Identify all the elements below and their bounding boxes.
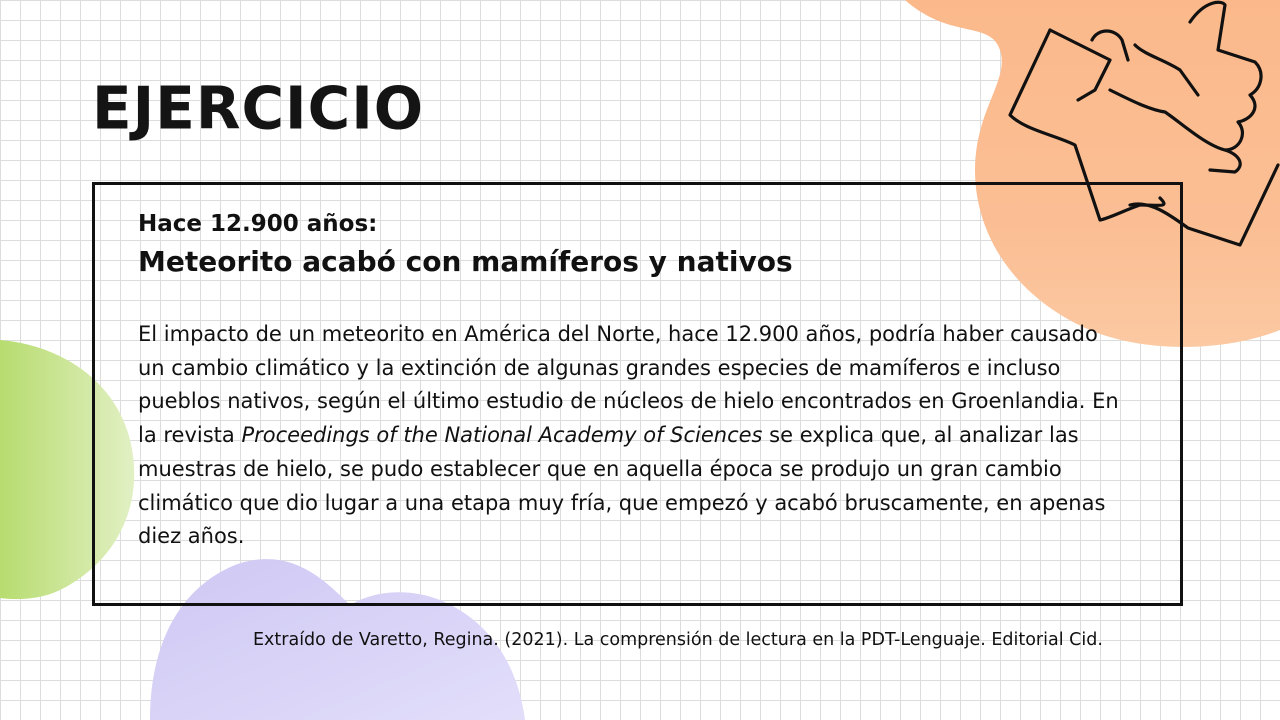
slide-title: EJERCICIO — [92, 73, 425, 143]
article-body — [138, 318, 1123, 554]
article-date-heading: Hace 12.900 años: — [138, 211, 378, 237]
article-body-text-1: El impacto de un meteorito en América del Norte, hace 12.900 años, podría haber causado un cambio climático y la extinción de algunas grandes especies de mamíferos e incluso pueblos nativos, según el último estudio de núcleos de hielo encontrados en Groenlandia. En la revista — [138, 322, 1119, 448]
article-headline: Meteorito acabó con mamíferos y nativos — [138, 245, 793, 278]
journal-name: Proceedings of the National Academy of Sciences — [241, 423, 763, 448]
source-citation: Extraído de Varetto, Regina. (2021). La comprensión de lectura en la PDT-Lenguaje. Editorial Cid. — [253, 630, 1103, 650]
thumbs-up-icon — [1000, 0, 1280, 260]
article-body-text-2: se explica que, al analizar las muestras de hielo, se pudo establecer que en aquella época se produjo un gran cambio climático que dio lugar a una etapa muy fría, que empezó y acabó bruscamente, en apenas diez años. — [138, 423, 1106, 549]
